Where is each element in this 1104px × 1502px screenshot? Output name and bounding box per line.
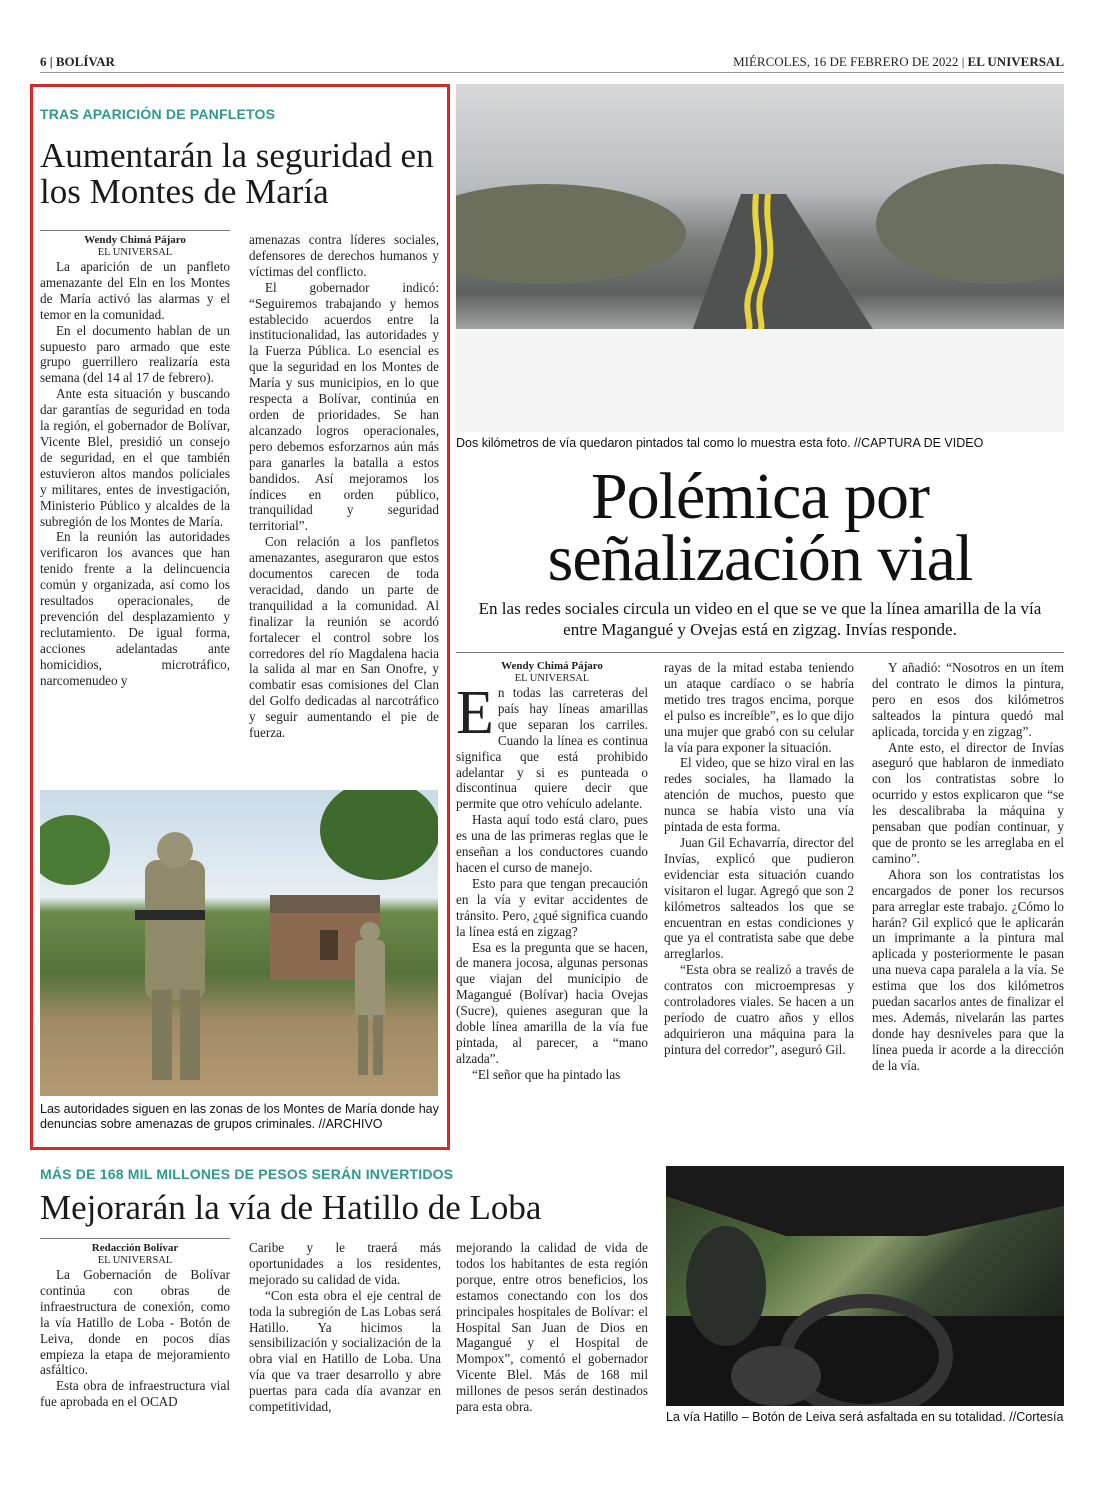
article3-byline xyxy=(40,1242,230,1267)
paragraph: La aparición de un panfleto amenazante del Eln en los Montes de María activó las alarmas y el temor en la comunidad. xyxy=(40,259,230,322)
paragraph: mejorando la calidad de vida de todos los habitantes de esta región porque, entre otros beneficios, los estamos conectando con los dos principales hospitales de Bolívar: el Hospital San Juan de Dios en Magangué y el Hospital de Mompox”, comentó el gobernador Vicente Blel. Más de 168 mil millones de pesos serán destinados para esta obra. xyxy=(456,1240,648,1415)
paragraph: Ante esta situación y buscando dar garantías de seguridad en toda la región, el gobernador de Bolívar, Vicente Blel, presidió un consejo de seguridad, en el que también estuvieron altos mandos policiales y militares, entes de investigación, Ministerio Público y alcaldes de la subregión de los Montes de María. xyxy=(40,386,230,529)
article3-title: Mejorarán la vía de Hatillo de Loba xyxy=(40,1188,542,1227)
divider xyxy=(40,230,230,231)
paragraph: Ahora son los contratistas los encargados de poner los recursos para arreglar este trabajo. ¿Cómo lo harán? Gil explicó que le aplicarán un imprimante a la pintura mal aplicada y posteriormente le pasan una nueva capa paralela a la vía. Se estima que los dos kilómetros puedan sacarlos antes de finalizar el mes. Además, nivelarán las partes donde hay desniveles para que la línea pueda ir acorde a la dirección de la vía. xyxy=(872,866,1064,1073)
article2-column-2 xyxy=(664,660,854,1058)
divider xyxy=(40,1238,230,1239)
author: Redacción Bolívar xyxy=(91,1242,179,1254)
article2-column-3 xyxy=(872,660,1064,1074)
article3-column-2 xyxy=(249,1240,441,1415)
paragraph: rayas de la mitad estaba teniendo un ataque cardíaco o se habría metido tres tragos encima, porque el pulso es increíble”, es lo que dijo una mujer que grabó con su celular la vía para exponer la situación. xyxy=(664,660,854,755)
issue-date: MIÉRCOLES, 16 DE FEBRERO DE 2022 xyxy=(733,54,959,69)
page-date: MIÉRCOLES, 16 DE FEBRERO DE 2022 | EL UNIVERSAL xyxy=(733,54,1064,69)
paragraph: amenazas contra líderes sociales, defensores de derechos humanos y víctimas del conflicto. xyxy=(249,232,439,279)
paragraph: “Con esta obra el eje central de toda la subregión de Las Lobas será Hatillo. Ya hicimos la sensibilización y socialización de la obra vial en Hatillo de Loba. Una vía que va traer desarrollo y abre puertas para cada día avanzar en competitividad, xyxy=(249,1287,441,1415)
article1-column-2 xyxy=(249,232,439,741)
soldiers-photo xyxy=(40,790,438,1096)
article1-byline xyxy=(40,234,230,259)
paragraph: Ante esto, el director de Invías aseguró que hablaron de inmediato con los contratistas sobre lo ocurrido y estos explicaron que “se les descalibraba la máquina y pensaban que podían continuar, y que de pronto se les arreglaba en el camino”. xyxy=(872,739,1064,866)
road-photo xyxy=(456,84,1064,432)
article3-kicker: MÁS DE 168 MIL MILLONES DE PESOS SERÁN INVERTIDOS xyxy=(40,1166,454,1182)
article2-title xyxy=(456,460,1064,595)
article2-dek: En las redes sociales circula un video en el que se ve que la línea amarilla de la vía entre Magangué y Ovejas está en zigzag. Invías responde. xyxy=(478,599,1042,639)
section-name: BOLÍVAR xyxy=(55,54,115,69)
outlet: EL UNIVERSAL xyxy=(514,673,590,684)
paragraph: Juan Gil Echavarría, director del Invías, explicó que pudieron evidenciar esta situación cuando visitaron el lugar. Agregó que son 2 kilómetros salteados los que se encuentran en estas condiciones y que ya el contratista sabe que debe arreglarlos. xyxy=(664,834,854,962)
article2-title-line-1: Polémica por xyxy=(590,460,930,533)
soldiers-illustration xyxy=(40,790,438,1096)
road-illustration xyxy=(456,84,1064,432)
paragraph: Esa es la pregunta que se hacen, de manera jocosa, algunas personas que viajan del municipio de Magangué (Bolívar) hacia Ovejas (Sucre), quienes aseguran que la doble línea amarilla de la vía fue pintada, al parecer, a “mano alzada”. xyxy=(456,939,648,1066)
article1-column-1 xyxy=(40,234,230,688)
article2-column-1 xyxy=(456,660,648,1083)
article1-title: Aumentarán la seguridad en los Montes de María xyxy=(40,136,434,211)
outlet: EL UNIVERSAL xyxy=(97,1255,173,1266)
paragraph: Hasta aquí todo está claro, pues es una de las primeras reglas que le enseñan a los conductores cuando hacen el curso de manejo. xyxy=(456,812,648,875)
paragraph: Esto para que tengan precaución en la vía y evitar accidentes de tránsito. Pero, ¿qué significa cuando la línea está en zigzag? xyxy=(456,875,648,939)
road-photo-caption: Dos kilómetros de vía quedaron pintados tal como lo muestra esta foto. //CAPTURA DE VIDEO xyxy=(456,436,984,450)
article3-column-3 xyxy=(456,1240,648,1415)
paragraph: Esta obra de infraestructura vial fue aprobada en el OCAD xyxy=(40,1378,230,1410)
author: Wendy Chimá Pájaro xyxy=(501,660,603,672)
paragraph: En la reunión las autoridades verificaron los avances que han tenido frente a la delincuencia común y organizada, así como los resultados operacionales, de prevención del desplazamiento y reclutamiento. De igual forma, acciones adelantadas ante homicidios, microtráfico, narcomenudeo y xyxy=(40,529,230,688)
newspaper-name: EL UNIVERSAL xyxy=(967,54,1064,69)
paragraph: Caribe y le traerá más oportunidades a los residentes, mejorado su calidad de vida. xyxy=(249,1240,441,1287)
article3-caption: La vía Hatillo – Botón de Leiva será asfaltada en su totalidad. //Cortesía xyxy=(666,1410,1064,1424)
page-number: 6 xyxy=(40,54,47,69)
divider xyxy=(456,652,1064,653)
paragraph: El gobernador indicó: “Seguiremos trabajando y hemos establecido acuerdos entre la institucionalidad, las autoridades y la Fuerza Pública. Lo esencial es que la seguridad en los Montes de María y sus municipios, en lo que respecta a Bolívar, continúa en orden de prioridades. Se han alcanzado logros operacionales, pero debemos esforzarnos aún más para ganarles la batalla a estos bandidos. Así mejoramos los índices en orden público, tranquilidad y seguridad territorial”. xyxy=(249,279,439,534)
drop-cap: E xyxy=(456,679,494,747)
paragraph: Y añadió: “Nosotros en un ítem del contrato le dimos la pintura, pero en esos dos kilómetros salteados la pintura quedó mal aplicada, torcida y en zigzag”. xyxy=(872,660,1064,739)
paragraph: En el documento hablan de un supuesto paro armado que este grupo guerrillero realizaría esta semana (del 14 al 17 de febrero). xyxy=(40,322,230,386)
page-section: 6 | BOLÍVAR xyxy=(40,54,115,69)
car-photo xyxy=(666,1166,1064,1406)
outlet: EL UNIVERSAL xyxy=(97,247,173,258)
article1-caption: Las autoridades siguen en las zonas de los Montes de María donde hay denuncias sobre amenazas de grupos criminales. //ARCHIVO xyxy=(40,1102,439,1131)
paragraph: “El señor que ha pintado las xyxy=(472,1066,621,1082)
paragraph: La Gobernación de Bolívar continúa con obras de infraestructura de conexión, como la vía Hatillo de Loba - Botón de Leiva, donde en pocos días empieza la etapa de mejoramiento asfáltico. xyxy=(40,1267,230,1378)
author: Wendy Chimá Pájaro xyxy=(84,234,186,246)
page-header xyxy=(40,52,1064,73)
article2-title-line-2: señalización vial xyxy=(547,522,973,595)
paragraph: El video, que se hizo viral en las redes sociales, ha llamado la atención de muchos, puesto que nunca se había visto una vía pintada de esta forma. xyxy=(664,755,854,835)
article1-kicker: TRAS APARICIÓN DE PANFLETOS xyxy=(40,106,276,122)
car-illustration xyxy=(666,1166,1064,1406)
paragraph: “Esta obra se realizó a través de contratos con microempresas y controladores viales. Se hacen a un período de cuatro años y ellos adquirieron una máquina para la pintura del corredor”, aseguró Gil. xyxy=(664,962,854,1057)
paragraph: Con relación a los panfletos amenazantes, aseguraron que estos documentos carecen de toda veracidad, dando un parte de tranquilidad a la comunidad. Al finalizar la reunión se acordó fortalecer el control sobre los corredores del río Magdalena hacia la salida al mar en San Onofre, y combatir esas comisiones del Clan del Golfo dedicadas al narcotráfico y seguir aumentando el pie de fuerza. xyxy=(249,534,439,741)
paragraph: n todas las carreteras del país hay líneas amarillas que separan los carriles. Cuando la línea es continua significa que está prohibido adelantar y si es punteada o discontinua quiere decir que permite que otro vehículo adelante. xyxy=(456,685,648,812)
article3-column-1 xyxy=(40,1242,230,1410)
